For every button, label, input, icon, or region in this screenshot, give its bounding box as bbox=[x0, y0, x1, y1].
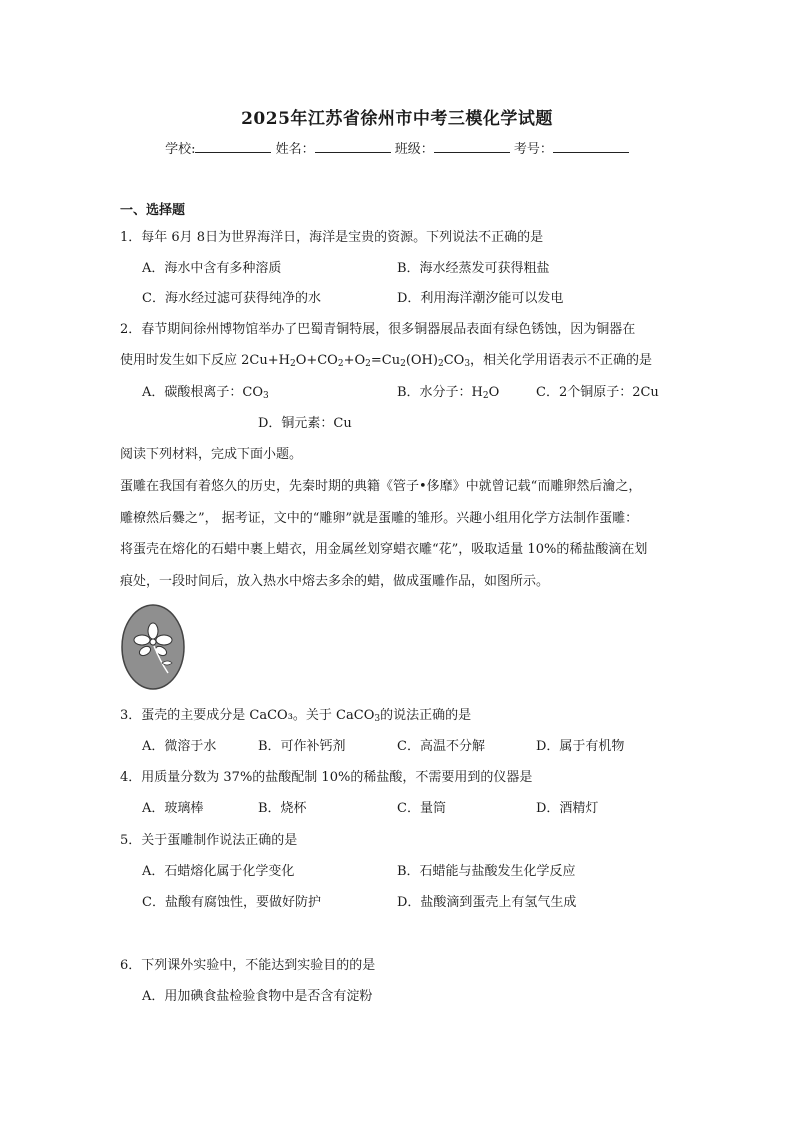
reading-intro: 阅读下列材料，完成下面小题。 bbox=[120, 447, 303, 462]
q4-option-c: C．量筒 bbox=[397, 801, 446, 816]
name-blank bbox=[315, 140, 391, 153]
number-label: 考号： bbox=[513, 142, 553, 157]
q5-stem: 5．关于蛋雕制作说法正确的是 bbox=[120, 833, 298, 848]
reading-line-4: 痕处，一段时间后，放入热水中熔去多余的蜡，做成蛋雕作品，如图所示。 bbox=[120, 574, 550, 589]
reading-line-2: 雕橑然后爨之”， 据考证，文中的“雕卵”就是蛋雕的雏形。兴趣小组用化学方法制作蛋雕： bbox=[120, 511, 639, 526]
q1-stem: 1．每年 6月 8日为世界海洋日，海洋是宝贵的资源。下列说法不正确的是 bbox=[120, 230, 544, 245]
class-label: 班级： bbox=[394, 142, 434, 157]
q5-option-b: B．石蜡能与盐酸发生化学反应 bbox=[397, 864, 576, 879]
q5-option-d: D．盐酸滴到蛋壳上有氢气生成 bbox=[397, 895, 577, 910]
q6-stem: 6．下列课外实验中，不能达到实验目的的是 bbox=[120, 958, 376, 973]
reading-line-3: 将蛋壳在熔化的石蜡中裹上蜡衣，用金属丝划穿蜡衣雕“花”，吸取适量 10%的稀盐酸滴在划 bbox=[120, 542, 648, 557]
q3-option-b: B．可作补钙剂 bbox=[258, 739, 346, 754]
number-blank bbox=[553, 140, 629, 153]
school-blank bbox=[195, 140, 271, 153]
name-label: 姓名： bbox=[275, 142, 315, 157]
q1-option-b: B．海水经蒸发可获得粗盐 bbox=[397, 261, 550, 276]
q4-option-a: A．玻璃棒 bbox=[142, 801, 204, 816]
q2-option-c: C．2个铜原子：2Cu bbox=[536, 385, 659, 400]
q5-option-c: C．盐酸有腐蚀性，要做好防护 bbox=[142, 895, 321, 910]
q4-option-d: D．酒精灯 bbox=[536, 801, 599, 816]
q2-option-d: D．铜元素：Cu bbox=[258, 416, 352, 431]
q3-option-d: D．属于有机物 bbox=[536, 739, 625, 754]
q2-stem-line2: 使用时发生如下反应 $2Cu+H_2O+CO_2+O_2=Cu_2(OH)_2CO_3$，相关化学用语表示不正确的是 bbox=[120, 353, 653, 369]
q2-option-a: A．碳酸根离子：$CO_3$ bbox=[142, 385, 269, 401]
q2-option-b: B．水分子：$H_2O$ bbox=[397, 385, 500, 401]
q5-option-a: A．石蜡熔化属于化学变化 bbox=[142, 864, 295, 879]
q4-option-b: B．烧杯 bbox=[258, 801, 307, 816]
q3-option-a: A．微溶于水 bbox=[142, 739, 217, 754]
q6-option-a: A．用加碘食盐检验食物中是否含有淀粉 bbox=[142, 989, 373, 1004]
q3-option-c: C．高温不分解 bbox=[397, 739, 485, 754]
q1-option-d: D．利用海洋潮汐能可以发电 bbox=[397, 291, 564, 306]
egg-carving-image bbox=[120, 603, 186, 691]
page-title: 2025年江苏省徐州市中考三模化学试题 bbox=[241, 109, 553, 129]
q4-stem: 4．用质量分数为 37%的盐酸配制 10%的稀盐酸，不需要用到的仪器是 bbox=[120, 770, 533, 785]
q2-stem-line1: 2．春节期间徐州博物馆举办了巴蜀青铜特展，很多铜器展品表面有绿色锈蚀，因为铜器在 bbox=[120, 322, 636, 337]
q1-option-c: C．海水经过滤可获得纯净的水 bbox=[142, 291, 321, 306]
class-blank bbox=[434, 140, 510, 153]
student-info-row bbox=[0, 138, 794, 157]
q3-stem: 3．蛋壳的主要成分是 CaCO₃。关于 CaCO$_3$的说法正确的是 bbox=[120, 708, 472, 724]
reading-line-1: 蛋雕在我国有着悠久的历史，先秦时期的典籍《管子•侈靡》中就曾记载“而雕卵然后瀹之， bbox=[120, 479, 642, 494]
q1-option-a: A．海水中含有多种溶质 bbox=[142, 261, 282, 276]
section-heading: 一、选择题 bbox=[120, 203, 186, 218]
school-label: 学校: bbox=[165, 142, 196, 157]
